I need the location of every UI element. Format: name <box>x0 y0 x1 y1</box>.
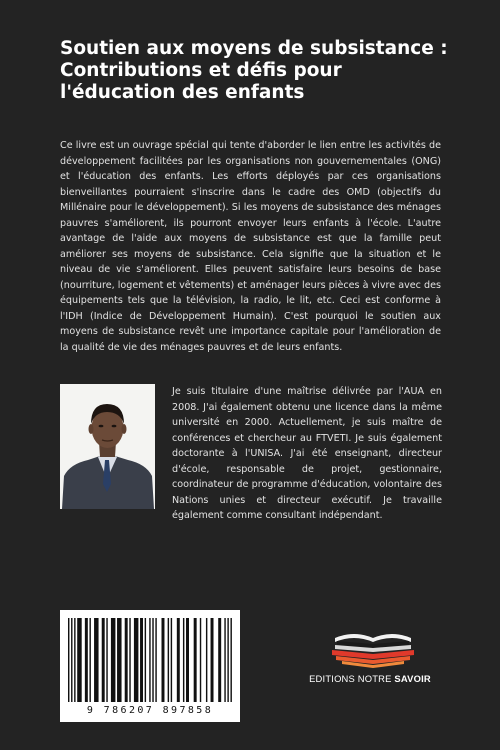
barcode-bar <box>171 618 172 702</box>
barcode-bar <box>227 618 228 702</box>
barcode-bar <box>177 618 180 702</box>
barcode-bar <box>125 618 128 702</box>
author-photo <box>60 384 155 509</box>
barcode-bars <box>68 618 232 702</box>
isbn-barcode <box>60 610 240 722</box>
barcode-bar <box>77 618 82 702</box>
publisher-brand: SAVOIR <box>394 673 431 684</box>
book-synopsis: Ce livre est un ouvrage spécial qui tente d'aborder le lien entre les activités de développement facilitées par les organisations non gouvernementales (ONG) et l'éducation des enfants. Les efforts déployés par ces organisations bienveillantes pourraient s'inscrire dans le cadre des OMD (objectifs du Millénaire pour le développement). Si les moyens de subsistance des ménages pauvres s'améliorent, ils pourront envoyer leurs enfants à l'école. L'autre avantage de l'aide aux moyens de subsistance est que la famille peut améliorer ses moyens de subsistance. Cela signifie que la situation et le niveau de vie s'améliorent. Elles peuvent satisfaire leurs besoins de base (nourriture, logement et vêtements) et aménager leurs pièces à vivre avec des équipements tels que la télévision, la radio, le lit, etc. Ceci est conforme à l'IDH (Indice de Développement Humain). C'est pourquoi le soutien aux moyens de subsistance revêt une importance capitale pour l'amélioration de la qualité de vie des ménages pauvres et de leurs enfants. <box>60 140 441 353</box>
barcode-bar <box>89 618 90 702</box>
barcode-bar <box>168 618 169 702</box>
barcode-bar <box>155 618 156 702</box>
barcode-bar <box>134 618 139 702</box>
barcode-bar <box>145 618 146 702</box>
publisher-prefix: EDITIONS NOTRE <box>309 673 392 684</box>
barcode-bar <box>152 618 153 702</box>
isbn-number: 9 786207 897858 <box>86 705 214 716</box>
barcode-bar <box>74 618 75 702</box>
barcode-bar <box>218 618 221 702</box>
barcode-bar <box>186 618 189 702</box>
barcode-bar <box>94 618 99 702</box>
barcode-bar <box>230 618 231 702</box>
barcode-bar <box>68 618 69 702</box>
barcode-bar <box>224 618 225 702</box>
barcode-bar <box>206 618 207 702</box>
barcode-bar <box>102 618 105 702</box>
barcode-bar <box>162 618 165 702</box>
publisher-book-logo-icon <box>318 628 428 668</box>
publisher-name <box>290 673 450 684</box>
barcode-bar <box>129 618 130 702</box>
barcode-bar <box>194 618 197 702</box>
author-portrait-image <box>60 384 155 509</box>
barcode-bar <box>211 618 214 702</box>
barcode-bar <box>111 618 116 702</box>
barcode-bar <box>140 618 143 702</box>
barcode-bar <box>117 618 122 702</box>
barcode-bar <box>149 618 150 702</box>
author-biography: Je suis titulaire d'une maîtrise délivrée par l'AUA en 2008. J'ai également obtenu une licence dans la même université en 2000. Actuellement, je suis maître de conférences et chercheur au FTVETI. Je suis également doctorante à l'UNISA. J'ai été enseignant, directeur d'école, responsable de projet, gestionnaire, coordinateur de programme d'éducation, volontaire des Nations unies et directeur exécutif. Je travaille également comme consultant indépendant. <box>172 386 442 521</box>
barcode-bar <box>71 618 72 702</box>
barcode-bar <box>183 618 184 702</box>
barcode-bar <box>85 618 88 702</box>
book-title: Soutien aux moyens de subsistance : Contributions et défis pour l'éducation des enfants <box>60 38 448 103</box>
barcode-bar <box>106 618 107 702</box>
barcode-bar <box>200 618 201 702</box>
